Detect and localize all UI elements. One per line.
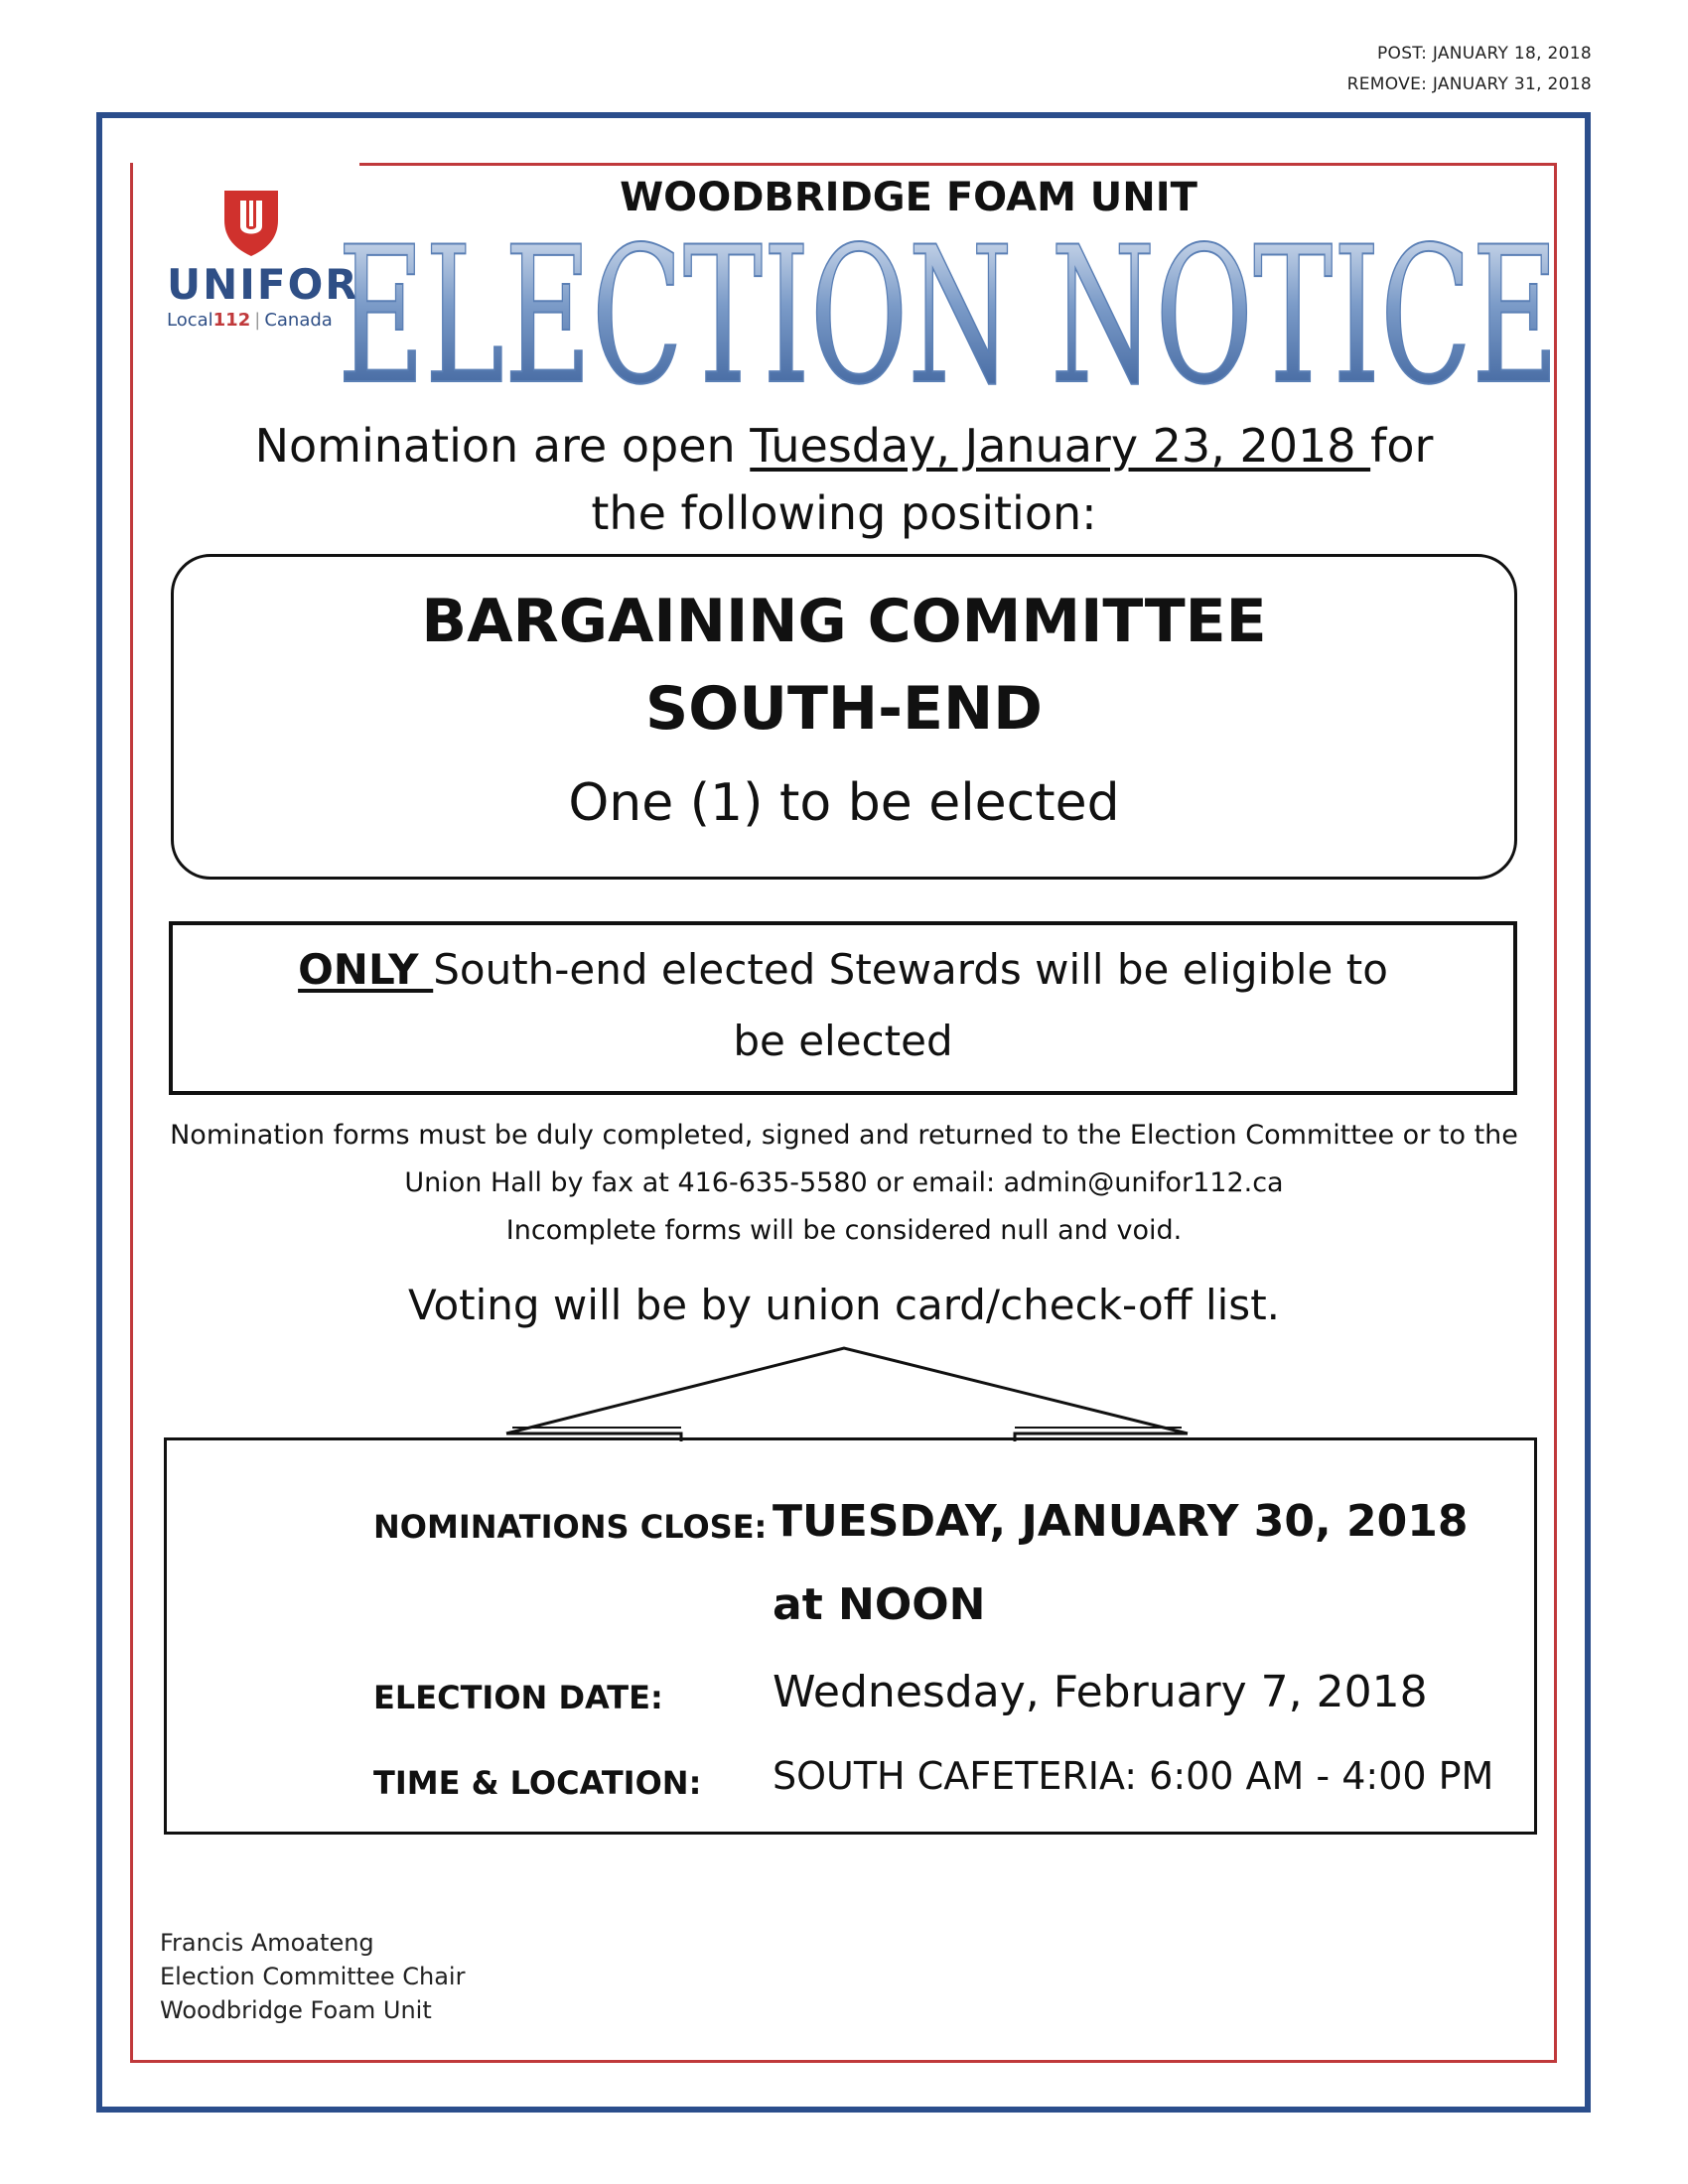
signature-unit: Woodbridge Foam Unit [160,1996,432,2024]
position-count: One (1) to be elected [568,773,1120,833]
election-date-label: ELECTION DATE: [373,1679,663,1716]
time-location-value: SOUTH CAFETERIA: 6:00 AM - 4:00 PM [773,1754,1494,1798]
nominations-close-label: NOMINATIONS CLOSE: [373,1508,768,1546]
position-area: SOUTH-END [645,674,1043,744]
nominations-close-date: TUESDAY, JANUARY 30, 2018 [773,1496,1469,1547]
remove-date: REMOVE: JANUARY 31, 2018 [1346,74,1592,94]
position-title: BARGAINING COMMITTEE [421,587,1267,656]
only-emphasis: ONLY [298,945,434,994]
forms-instruction: Nomination forms must be duly completed, signed and returned to the Election Committee or to the [170,1120,1518,1151]
forms-warning: Incomplete forms will be considered null and void. [505,1215,1183,1246]
nomination-position-line: the following position: [591,486,1097,540]
logo-wordmark: UNIFOR [167,260,359,309]
nomination-open-date: Tuesday, January 23, 2018 [750,419,1371,473]
election-details-box [164,1437,1537,1835]
election-notice-headline [333,224,1564,403]
forms-contact: Union Hall by fax at 416-635-5580 or email: admin@unifor112.ca [404,1167,1284,1198]
signature-name: Francis Amoateng [160,1929,374,1957]
position-box [171,554,1517,880]
nomination-open-line: Nomination are open Tuesday, January 23, 2018 for [254,419,1434,473]
unit-title: WOODBRIDGE FOAM UNIT [620,175,1197,220]
headline-text: ELECTION NOTICE [338,224,1559,403]
time-location-label: TIME & LOCATION: [373,1764,702,1802]
eligibility-line: ONLY South-end elected Stewards will be eligible to [298,945,1388,994]
post-date: POST: JANUARY 18, 2018 [1376,44,1592,64]
logo-local-line: Local112 | Canada [167,310,333,331]
eligibility-box [169,921,1517,1095]
election-date-value: Wednesday, February 7, 2018 [773,1667,1428,1717]
voting-method: Voting will be by union card/check-off list. [407,1281,1281,1329]
pointer-arrow [496,1342,1211,1441]
signature-role: Election Committee Chair [160,1963,466,1990]
nominations-close-time: at NOON [773,1579,986,1630]
eligibility-line-2: be elected [733,1017,953,1065]
